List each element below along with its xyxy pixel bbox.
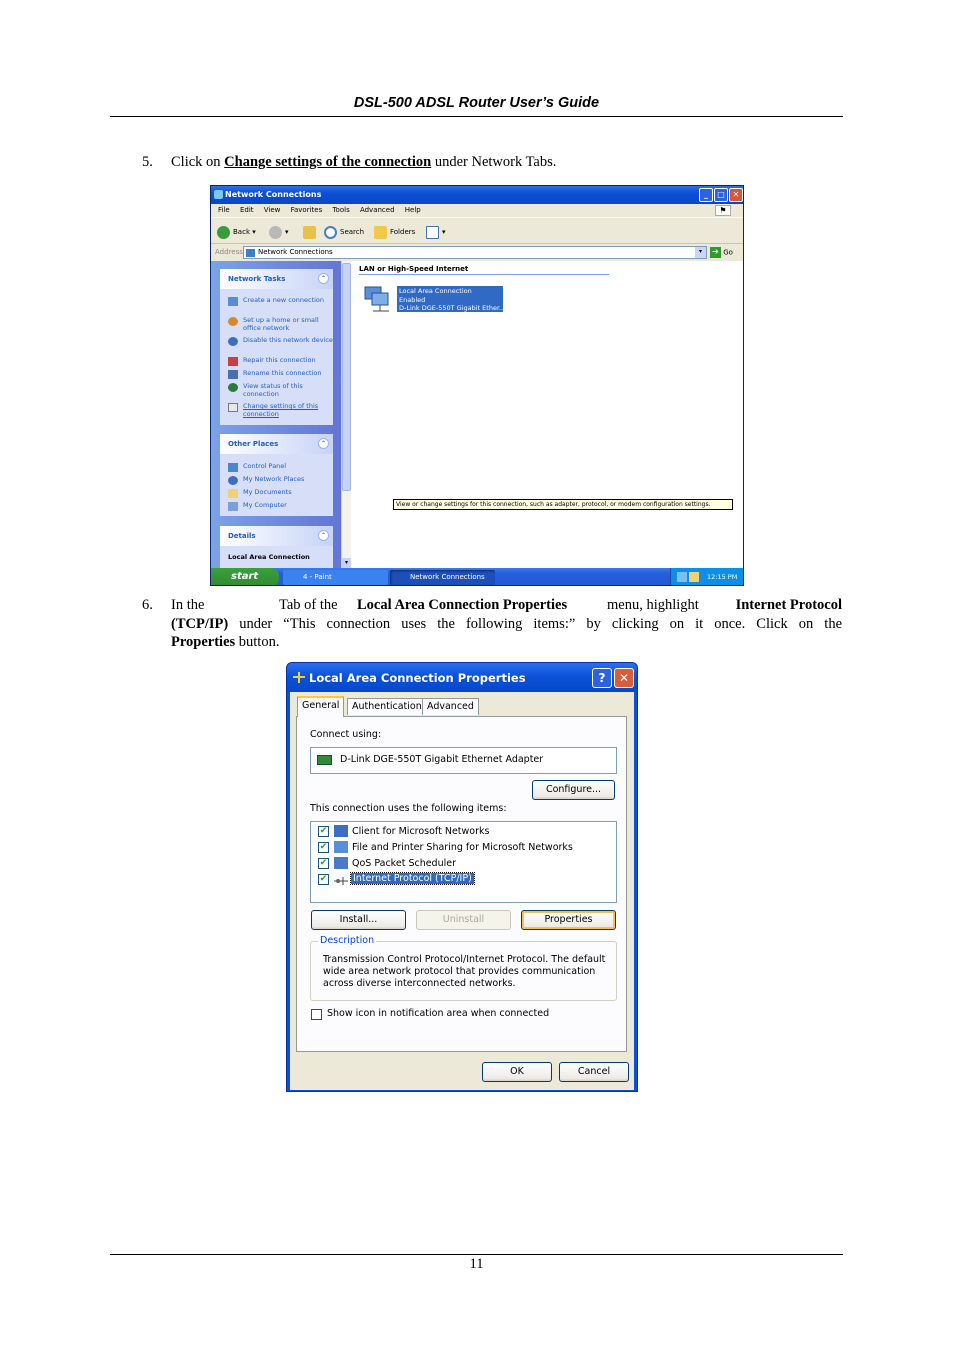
configure-button[interactable]: Configure... (532, 780, 615, 800)
task-create-connection[interactable] (220, 296, 333, 316)
collapse-chevron-icon[interactable]: ⌃ (318, 530, 329, 541)
connect-using-label: Connect using: (310, 729, 382, 740)
view-status-icon (228, 383, 238, 392)
address-bar (211, 244, 743, 261)
local-area-connection-icon[interactable] (363, 283, 395, 313)
tab-general[interactable]: General (297, 696, 344, 717)
control-panel-icon (228, 463, 238, 472)
step-6-tab-of-the: Tab of the (279, 597, 338, 613)
system-tray (670, 568, 743, 586)
tab-authentication[interactable]: Authentication (347, 698, 427, 715)
step-6-lacp-bold: Local Area Connection Properties (357, 597, 568, 613)
task-rename-connection[interactable] (220, 369, 333, 382)
views-button[interactable]: ▾ (426, 225, 446, 239)
header-rule (110, 116, 843, 117)
network-places-icon (228, 476, 238, 485)
forward-button[interactable]: ▾ (269, 225, 289, 239)
component-label: QoS Packet Scheduler (352, 858, 456, 869)
task-label: View status of this connection (243, 382, 303, 398)
menu-view[interactable]: View (263, 206, 281, 214)
step-5-link: Change settings of the connection (224, 154, 432, 170)
section-header: LAN or High-Speed Internet (359, 265, 469, 273)
network-connections-icon (214, 190, 223, 199)
properties-button[interactable]: Properties (521, 910, 616, 930)
components-list (310, 821, 617, 903)
s1-titlebar (211, 186, 743, 204)
task-repair-connection[interactable] (220, 356, 333, 369)
s1-toolbar (211, 217, 743, 244)
description-group (310, 935, 617, 1001)
show-icon-checkbox[interactable] (311, 1009, 322, 1020)
task-pane-scrollbar[interactable] (341, 261, 351, 568)
maximize-button[interactable]: □ (714, 188, 728, 202)
s1-title-text: Network Connections (225, 190, 322, 199)
address-network-icon (246, 249, 255, 257)
step-6-line-2 (171, 615, 842, 634)
task-view-status[interactable] (220, 382, 333, 402)
lac-properties-dialog (286, 662, 638, 1092)
client-icon (334, 825, 348, 837)
page-number: 11 (469, 1256, 484, 1272)
protocol-icon (334, 875, 348, 887)
windows-flag-icon: ⚑ (715, 205, 731, 216)
task-disable-device[interactable] (220, 336, 333, 356)
folders-label: Folders (390, 228, 416, 236)
menu-tools[interactable]: Tools (332, 206, 350, 214)
connection-name: Local Area Connection (399, 287, 472, 295)
other-places-panel (220, 434, 333, 516)
connection-status: Enabled (399, 295, 426, 304)
step-6-tcpip-bold: (TCP/IP) (171, 616, 229, 632)
qos-scheduler-icon (334, 857, 348, 869)
details-panel (220, 526, 333, 568)
change-settings-tooltip: View or change settings for this connection, such as adapter, protocol, or modem configuration settings. (393, 499, 733, 510)
place-label: My Documents (243, 488, 292, 496)
component-label: Client for Microsoft Networks (352, 826, 490, 837)
task-label: Create a new connection (243, 296, 325, 304)
place-control-panel[interactable] (220, 462, 333, 475)
items-label: This connection uses the following items: (310, 803, 507, 814)
close-button[interactable]: ✕ (729, 188, 743, 202)
task-label: Rename this connection (243, 369, 322, 377)
dialog-body (290, 692, 634, 1090)
tray-network-icon[interactable] (677, 572, 687, 582)
network-adapter-icon (317, 755, 332, 765)
scrollbar-thumb[interactable] (342, 263, 351, 491)
folders-icon (374, 226, 387, 239)
file-printer-sharing-icon (334, 841, 348, 853)
details-header[interactable] (220, 526, 333, 546)
start-button[interactable] (211, 568, 279, 586)
place-label: My Network Places (243, 475, 305, 483)
details-title: Details (228, 532, 256, 540)
component-checkbox[interactable]: ✔ (319, 874, 328, 884)
collapse-chevron-icon[interactable]: ⌃ (318, 438, 329, 449)
go-arrow-icon: ➔ (710, 247, 721, 258)
place-label: My Computer (243, 501, 287, 509)
description-line-3: across diverse interconnected networks. (323, 978, 516, 989)
s1-menubar (211, 204, 743, 217)
adapter-field (310, 747, 617, 774)
component-label: File and Printer Sharing for Microsoft Networks (352, 842, 573, 853)
go-label: Go (723, 248, 733, 257)
go-button[interactable] (710, 247, 740, 259)
install-button[interactable]: Install... (311, 910, 406, 930)
adapter-name: D-Link DGE-550T Gigabit Ethernet Adapter (340, 754, 544, 765)
network-connections-screenshot (210, 185, 744, 586)
start-label: start (231, 571, 259, 582)
address-label: Address (215, 248, 243, 256)
step-5-text (171, 153, 556, 172)
details-value: Local Area Connection (228, 553, 310, 561)
folders-button[interactable] (374, 225, 415, 239)
s1-content-area (351, 261, 744, 568)
network-connection-icon (293, 672, 305, 683)
component-checkbox[interactable]: ✔ (319, 842, 328, 852)
back-label: Back (233, 228, 250, 236)
place-my-computer[interactable] (220, 501, 333, 514)
up-folder-button[interactable] (303, 225, 319, 239)
step-6-in-the: In the (171, 597, 205, 613)
task-label: Change settings of this connection (243, 402, 319, 418)
uninstall-button[interactable]: Uninstall (416, 910, 511, 930)
step-6-properties-bold: Properties (171, 634, 236, 650)
taskbar-paint-button[interactable] (283, 570, 388, 585)
search-button[interactable] (324, 225, 364, 239)
views-grid-icon (426, 226, 439, 239)
minimize-button[interactable]: _ (699, 188, 713, 202)
component-label-selected: Internet Protocol (TCP/IP) (353, 873, 472, 884)
address-value: Network Connections (258, 248, 333, 256)
network-tasks-panel (220, 269, 333, 425)
my-documents-icon (228, 489, 238, 498)
menu-help[interactable]: Help (404, 206, 421, 214)
step-5-number: 5. (142, 154, 153, 170)
menu-file[interactable]: File (218, 206, 230, 214)
taskbar-button-label: Network Connections (410, 573, 485, 581)
component-checkbox[interactable]: ✔ (319, 826, 328, 836)
other-places-header[interactable] (220, 434, 333, 454)
description-line-1: Transmission Control Protocol/Internet Protocol. The default (323, 954, 606, 965)
task-change-settings[interactable] (220, 402, 333, 422)
address-dropdown-icon[interactable]: ▾ (695, 247, 706, 258)
description-label: Description (320, 935, 375, 946)
step-5-after: under Network Tabs. (431, 154, 557, 170)
network-tasks-header[interactable] (220, 269, 333, 289)
home-network-icon (228, 317, 238, 326)
dialog-close-button[interactable]: ✕ (614, 668, 634, 688)
taskbar-button-label: 4 - Paint (303, 573, 332, 581)
dialog-title: Local Area Connection Properties (309, 671, 526, 685)
local-area-connection-item[interactable] (397, 286, 506, 312)
menu-favorites[interactable]: Favorites (290, 206, 323, 214)
repair-wrench-icon (228, 357, 238, 366)
rename-icon (228, 370, 238, 379)
collapse-chevron-icon[interactable]: ⌃ (318, 273, 329, 284)
step-5-before: Click on (171, 154, 225, 170)
description-line-2: wide area network protocol that provides communication (323, 966, 596, 977)
back-arrow-icon (217, 226, 230, 239)
step-6-ip-bold: Internet Protocol (735, 597, 842, 613)
connection-adapter: D-Link DGE-550T Gigabit Ether... (399, 304, 506, 312)
taskbar-network-connections-button[interactable] (390, 570, 495, 585)
step-6-number: 6. (142, 597, 153, 613)
back-button[interactable]: Back ▾ (217, 225, 256, 239)
up-folder-icon (303, 226, 316, 239)
s1-task-pane (211, 261, 341, 568)
component-checkbox[interactable]: ✔ (319, 858, 328, 868)
menu-edit[interactable]: Edit (239, 206, 254, 214)
task-label: Disable this network device (243, 336, 333, 344)
help-button[interactable]: ? (592, 668, 612, 688)
search-icon (324, 226, 337, 239)
place-my-documents[interactable] (220, 488, 333, 501)
general-tab-pane (296, 716, 627, 1052)
task-label: Set up a home or small office network (243, 316, 319, 332)
disable-device-icon (228, 337, 238, 346)
network-tasks-title: Network Tasks (228, 275, 286, 283)
tab-advanced[interactable]: Advanced (422, 698, 479, 715)
my-computer-icon (228, 502, 238, 511)
step-6-line-2-rest: under “This connection uses the following items:” by clicking on it once. Click on the (239, 616, 843, 632)
s1-taskbar (211, 568, 743, 586)
step-6-line-3-rest: button. (235, 634, 280, 650)
section-divider (359, 274, 609, 275)
dialog-titlebar (287, 663, 637, 692)
place-label: Control Panel (243, 462, 287, 470)
place-network-places[interactable] (220, 475, 333, 488)
menu-advanced[interactable]: Advanced (359, 206, 395, 214)
other-places-title: Other Places (228, 440, 279, 448)
task-home-network[interactable] (220, 316, 333, 336)
cancel-button[interactable]: Cancel (559, 1062, 629, 1082)
scroll-down-icon[interactable]: ▾ (342, 558, 351, 568)
show-icon-label: Show icon in notification area when connected (327, 1008, 550, 1019)
task-label: Repair this connection (243, 356, 316, 364)
tray-clock: 12:15 PM (707, 573, 738, 581)
document-header-title: DSL-500 ADSL Router User’s Guide (353, 95, 600, 111)
address-input[interactable] (243, 246, 707, 259)
search-label: Search (340, 228, 365, 236)
change-settings-icon (228, 403, 238, 412)
ok-button[interactable]: OK (482, 1062, 552, 1082)
new-connection-icon (228, 297, 238, 306)
step-6-line-3 (171, 633, 279, 652)
forward-arrow-icon (269, 226, 282, 239)
step-6-menu-highlight: menu, highlight (607, 597, 699, 613)
tray-volume-icon[interactable] (689, 572, 699, 582)
